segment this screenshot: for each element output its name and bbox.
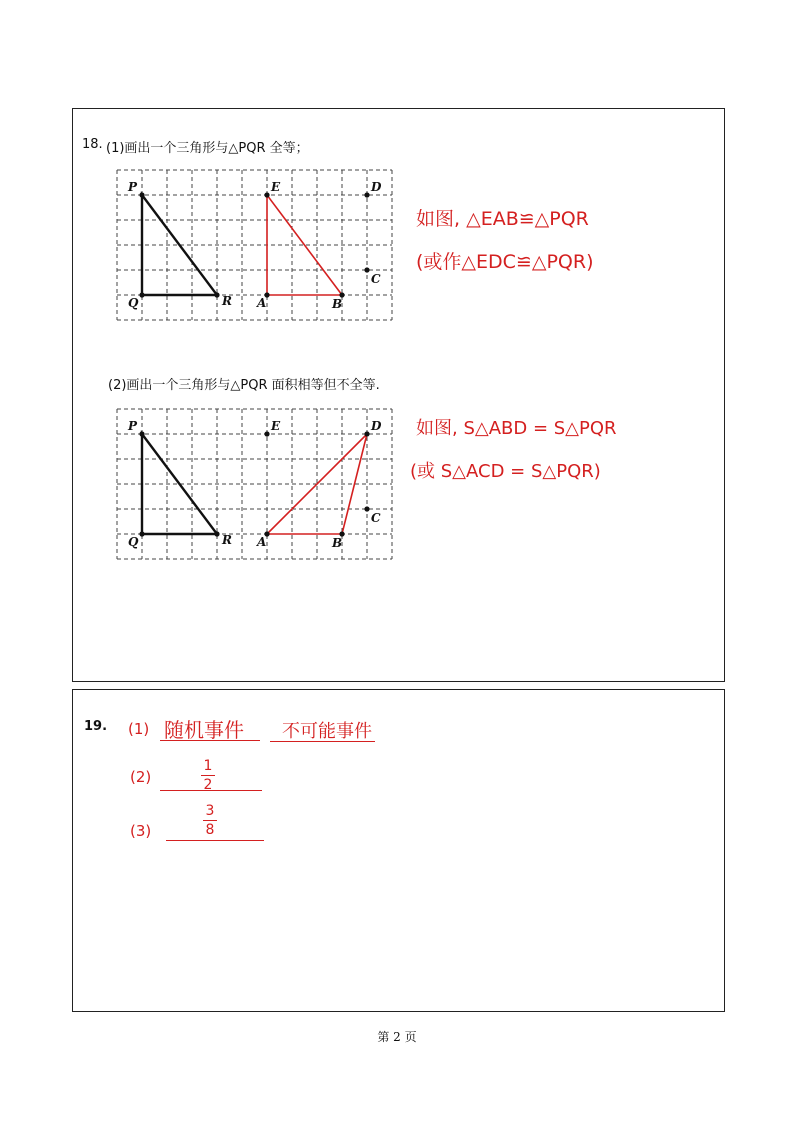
q19-part2-fraction: [196, 758, 220, 793]
grid-figure-2: [112, 404, 397, 564]
q19-part2-numerator: 1: [203, 758, 213, 774]
point-q: [139, 292, 144, 297]
q18-part2-prompt: (2)画出一个三角形与△PQR 面积相等但不全等.: [108, 378, 380, 393]
point-label-r: R: [222, 533, 232, 547]
q19-part3-denominator: 8: [205, 822, 215, 838]
q19-part3-numerator: 3: [205, 803, 215, 819]
q18-answer1-line1: 如图, △EAB≌△PQR: [416, 208, 589, 230]
q19-part1-label: (1): [128, 720, 150, 738]
q19-part3-fraction: [198, 803, 222, 838]
point-label-b: B: [332, 297, 343, 311]
point-label-e: E: [271, 180, 281, 194]
q18-part1-prompt: (1)画出一个三角形与△PQR 全等；: [106, 141, 309, 156]
point-label-d: D: [371, 180, 382, 194]
point-r: [214, 531, 219, 536]
point-label-a: A: [257, 296, 267, 310]
fraction-bar: [201, 775, 215, 776]
q19-number: 19.: [84, 719, 108, 734]
q19-part2-label: (2): [130, 768, 152, 786]
q19-part3-blank: [166, 840, 264, 841]
point-label-b: B: [332, 536, 343, 550]
point-label-r: R: [222, 294, 232, 308]
point-label-c: C: [371, 511, 381, 525]
q18-answer2-line2: (或 S△ACD = S△PQR): [410, 461, 601, 482]
q19-part1-blank-a: [160, 740, 260, 741]
q19-part3-label: (3): [130, 822, 152, 840]
point-label-p: P: [128, 180, 138, 194]
point-label-e: E: [271, 419, 281, 433]
point-q: [139, 531, 144, 536]
point-label-c: C: [371, 272, 381, 286]
point-e: [264, 192, 269, 197]
point-label-a: A: [257, 535, 267, 549]
point-label-p: P: [128, 419, 138, 433]
q19-part1-answer-a: 随机事件: [164, 718, 244, 742]
point-r: [214, 292, 219, 297]
point-d: [364, 431, 369, 436]
point-label-q: Q: [128, 296, 139, 310]
point-d: [364, 192, 369, 197]
q19-part2-denominator: 2: [203, 777, 213, 793]
fraction-bar: [203, 820, 217, 821]
page-footer: 第 2 页: [377, 1030, 417, 1044]
q18-answer2-line1: 如图, S△ABD = S△PQR: [416, 418, 617, 439]
point-p: [139, 431, 144, 436]
q19-part1-blank-b: [270, 741, 375, 742]
point-label-d: D: [371, 419, 382, 433]
q19-part2-blank: [160, 790, 262, 791]
point-e: [264, 431, 269, 436]
point-p: [139, 192, 144, 197]
point-c: [364, 267, 369, 272]
q18-number: 18.: [82, 137, 103, 152]
q18-answer1-line2: (或作△EDC≌△PQR): [416, 251, 594, 273]
point-label-q: Q: [128, 535, 139, 549]
q19-part1-answer-b: 不可能事件: [282, 721, 372, 742]
grid-figure-1: [112, 165, 397, 325]
point-c: [364, 506, 369, 511]
